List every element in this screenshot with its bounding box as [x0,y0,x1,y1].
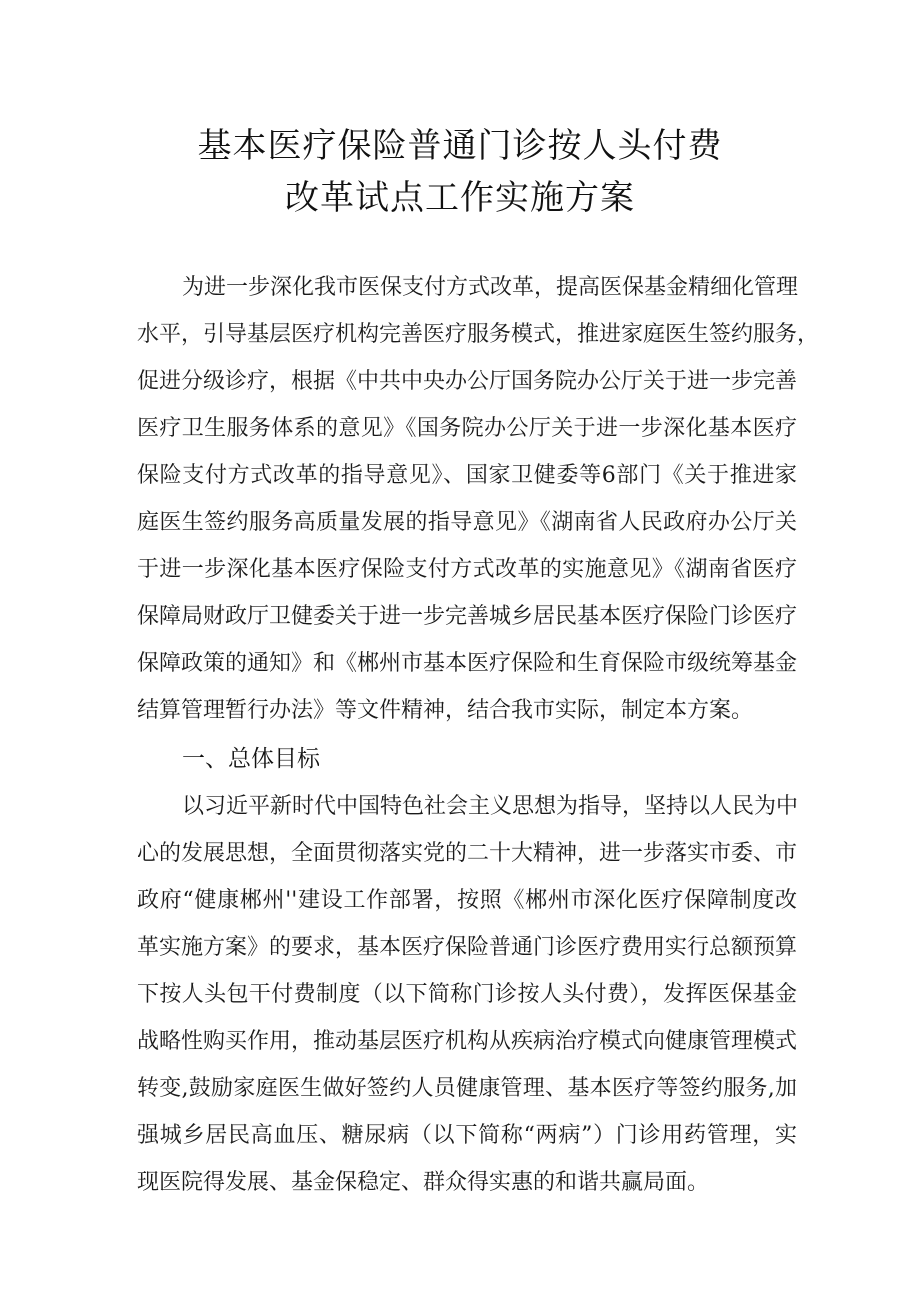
section1-line: 下按人头包干付费制度（以下简称门诊按人头付费），发挥医保基金 [137,982,797,1007]
intro-line: 医疗卫生服务体系的意见》《国务院办公厅关于进一步深化基本医疗 [137,416,797,441]
section1-line: 心的发展思想，全面贯彻落实党的二十大精神，进一步落实市委、市 [137,841,798,866]
section1-line: 革实施方案》的要求，基本医疗保险普通门诊医疗费用实行总额预算 [137,935,798,960]
intro-line: 于进一步深化基本医疗保险支付方式改革的实施意见》《湖南省医疗 [137,557,797,582]
document-title-line-2: 改革试点工作实施方案 [285,178,635,218]
intro-line: 水平，引导基层医疗机构完善医疗服务模式，推进家庭医生签约服务， [137,322,820,347]
intro-line: 结算管理暂行办法》等文件精神，结合我市实际，制定本方案。 [137,698,754,723]
intro-line: 保险支付方式改革的指导意见》、国家卫健委等6部门《关于推进家 [137,463,797,488]
section1-line: 强城乡居民高血压、糖尿病（以下简称“两病”）门诊用药管理，实 [137,1123,797,1148]
intro-line: 保障局财政厅卫健委关于进一步完善城乡居民基本医疗保险门诊医疗 [137,604,798,629]
section1-line: 战略性购买作用，推动基层医疗机构从疾病治疗模式向健康管理模式 [137,1029,798,1054]
intro-line: 庭医生签约服务高质量发展的指导意见》《湖南省人民政府办公厅关 [137,510,797,535]
intro-line: 为进一步深化我市医保支付方式改革，提高医保基金精细化管理 [182,275,799,300]
section1-line: 政府“健康郴州''建设工作部署，按照《郴州市深化医疗保障制度改 [137,888,797,913]
section1-line: 以习近平新时代中国特色社会主义思想为指导，坚持以人民为中 [182,794,799,819]
intro-line: 促进分级诊疗，根据《中共中央办公厅国务院办公厅关于进一步完善 [137,369,798,394]
section1-line: 现医院得发展、基金保稳定、群众得实惠的和谐共赢局面。 [137,1170,710,1195]
document-title-line-1: 基本医疗保险普通门诊按人头付费 [197,126,723,166]
intro-line: 保障政策的通知》和《郴州市基本医疗保险和生育保险市级统筹基金 [137,651,798,676]
section-heading-overall-goal: 一、总体目标 [182,746,320,772]
section1-line: 转变,鼓励家庭医生做好签约人员健康管理、基本医疗等签约服务,加 [137,1076,797,1101]
